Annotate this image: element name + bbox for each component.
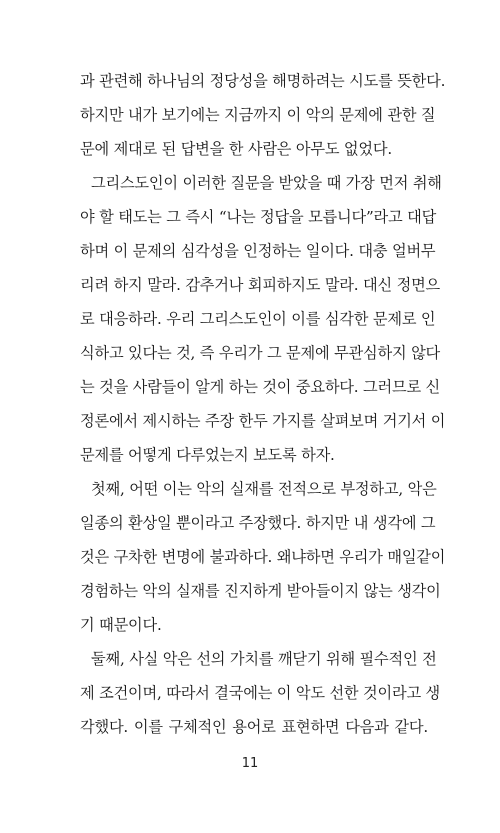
- paragraph-4: [80, 642, 441, 744]
- text-line: 정론에서 제시하는 주장 한두 가지를 살펴보며 거기서 이: [80, 412, 446, 430]
- text-line: 제 조건이며, 따라서 결국에는 이 악도 선한 것이라고 생: [80, 684, 441, 702]
- text-line: 로 대응하라. 우리 그리스도인이 이를 심각한 문제로 인: [80, 310, 436, 328]
- text-line: 야 할 태도는 그 즉시 “나는 정답을 모릅니다”라고 대답: [80, 208, 437, 226]
- text-line: 일종의 환상일 뿐이라고 주장했다. 하지만 내 생각에 그: [80, 514, 436, 532]
- paragraph-2: [80, 166, 446, 472]
- text-line: 하며 이 문제의 심각성을 인정하는 일이다. 대충 얼버무: [80, 242, 436, 260]
- text-line: 문에 제대로 된 답변을 한 사람은 아무도 없었다.: [80, 140, 392, 158]
- text-line: 첫째, 어떤 이는 악의 실재를 전적으로 부정하고, 악은: [91, 480, 437, 498]
- text-line: 식하고 있다는 것, 즉 우리가 그 문제에 무관심하지 않다: [80, 344, 441, 362]
- text-line: 각했다. 이를 구체적인 용어로 표현하면 다음과 같다.: [80, 718, 428, 736]
- text-line: 기 때문이다.: [80, 616, 162, 634]
- paragraph-3: [80, 472, 446, 642]
- text-line: 경험하는 악의 실재를 진지하게 받아들이지 않는 생각이: [80, 582, 441, 600]
- paragraph-1: [80, 64, 446, 166]
- text-line: 는 것을 사람들이 알게 하는 것이 중요하다. 그러므로 신: [80, 378, 441, 396]
- page-number: 11: [241, 756, 259, 771]
- text-line: 리려 하지 말라. 감추거나 회피하지도 말라. 대신 정면으: [80, 276, 441, 294]
- text-line: 하지만 내가 보기에는 지금까지 이 악의 문제에 관한 질: [80, 106, 436, 124]
- body-text: [80, 64, 446, 744]
- text-line: 과 관련해 하나님의 정당성을 해명하려는 시도를 뜻한다.: [80, 72, 446, 90]
- text-line: 문제를 어떻게 다루었는지 보도록 하자.: [80, 446, 335, 464]
- text-line: 그리스도인이 이러한 질문을 받았을 때 가장 먼저 취해: [91, 174, 442, 192]
- text-line: 둘째, 사실 악은 선의 가치를 깨닫기 위해 필수적인 전: [91, 650, 437, 668]
- text-line: 것은 구차한 변명에 불과하다. 왜냐하면 우리가 매일같이: [80, 548, 446, 566]
